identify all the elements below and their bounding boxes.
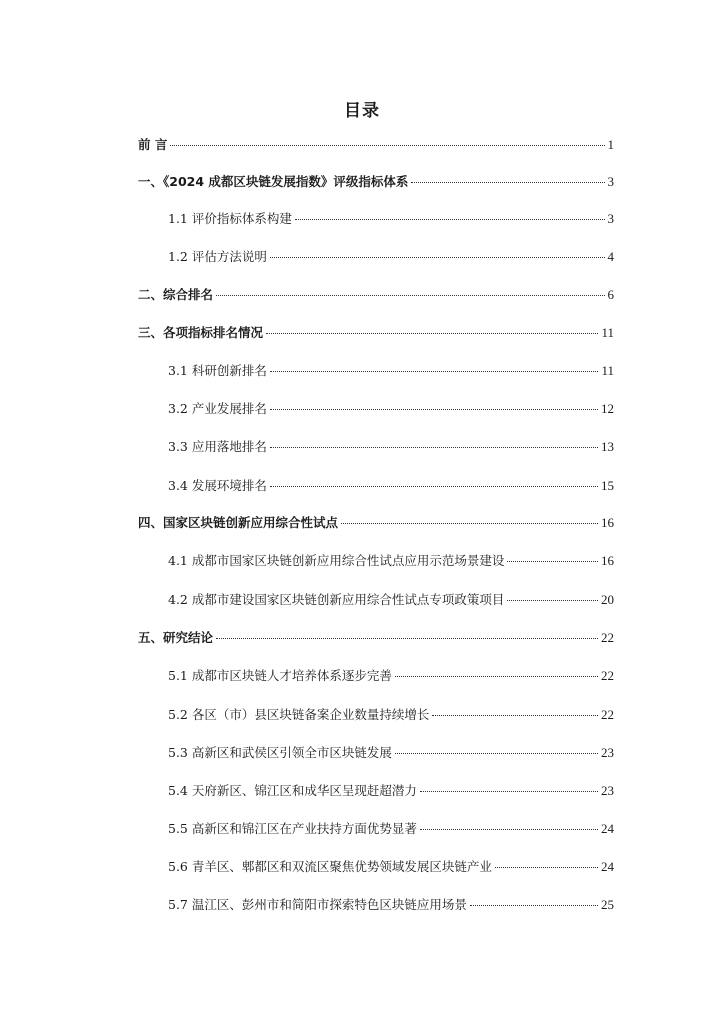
toc-entry-page: 15 — [601, 478, 614, 493]
toc-entry-1-1[interactable] — [168, 209, 614, 229]
toc-entry-page: 20 — [601, 592, 614, 607]
toc-entry-label: 5.2 各区（市）县区块链备案企业数量持续增长 — [168, 707, 430, 722]
dot-leader — [432, 715, 598, 716]
toc-entry-label: 前 言 — [138, 137, 168, 152]
toc-entry-page: 23 — [601, 783, 614, 798]
dot-leader — [395, 753, 598, 754]
dot-leader — [270, 486, 598, 487]
toc-entry-label: 5.1 成都市区块链人才培养体系逐步完善 — [168, 668, 392, 683]
dot-leader — [495, 867, 598, 868]
toc-entry-label: 5.5 高新区和锦江区在产业扶持方面优势显著 — [168, 821, 417, 836]
toc-entry-page: 22 — [601, 707, 614, 722]
toc-entry-label: 4.2 成都市建设国家区块链创新应用综合性试点专项政策项目 — [168, 592, 505, 607]
toc-entry-label: 3.4 发展环境排名 — [168, 478, 267, 493]
toc-entry-label: 二、综合排名 — [138, 287, 214, 302]
toc-entry-5-3[interactable] — [168, 743, 614, 763]
toc-entry-label: 3.1 科研创新排名 — [168, 363, 267, 378]
toc-entry-label: 5.7 温江区、彭州市和简阳市探索特色区块链应用场景 — [168, 897, 467, 912]
dot-leader — [507, 600, 598, 601]
dot-leader — [507, 561, 598, 562]
toc-entry-5-4[interactable] — [168, 781, 614, 801]
toc-entry-page: 23 — [601, 745, 614, 760]
toc-entry-page: 12 — [601, 401, 614, 416]
toc-entry-section-3[interactable] — [138, 323, 614, 343]
toc-entry-label: 1.1 评价指标体系构建 — [168, 211, 292, 226]
dot-leader — [395, 676, 598, 677]
dot-leader — [341, 523, 598, 524]
toc-entry-label: 4.1 成都市国家区块链创新应用综合性试点应用示范场景建设 — [168, 553, 505, 568]
toc-entry-label: 5.4 天府新区、锦江区和成华区呈现赶超潜力 — [168, 783, 417, 798]
toc-entry-3-3[interactable] — [168, 437, 614, 457]
toc-entry-page: 6 — [607, 287, 614, 302]
toc-entry-page: 4 — [607, 249, 614, 264]
toc-entry-section-5[interactable] — [138, 628, 614, 648]
toc-entry-3-1[interactable] — [168, 361, 614, 381]
toc-entry-page: 24 — [601, 859, 614, 874]
toc-entry-4-1[interactable] — [168, 551, 614, 571]
dot-leader — [411, 182, 604, 183]
toc-entry-3-2[interactable] — [168, 399, 614, 419]
toc-entry-page: 22 — [601, 668, 614, 683]
dot-leader — [420, 829, 598, 830]
toc-entry-label: 3.2 产业发展排名 — [168, 401, 267, 416]
toc-entry-label: 5.3 高新区和武侯区引领全市区块链发展 — [168, 745, 392, 760]
dot-leader — [420, 791, 598, 792]
toc-title: 目录 — [344, 101, 380, 121]
dot-leader — [266, 333, 598, 334]
toc-entry-page: 3 — [607, 211, 614, 226]
toc-entry-page: 16 — [601, 553, 614, 568]
toc-entry-label: 四、国家区块链创新应用综合性试点 — [138, 515, 339, 530]
toc-entry-page: 1 — [607, 137, 614, 152]
toc-entry-5-2[interactable] — [168, 705, 614, 725]
toc-entry-page: 11 — [601, 363, 614, 378]
dot-leader — [270, 409, 598, 410]
toc-entry-label: 五、研究结论 — [138, 630, 214, 645]
toc-entry-label: 三、各项指标排名情况 — [138, 325, 264, 340]
toc-entry-page: 24 — [601, 821, 614, 836]
toc-entry-page: 16 — [601, 515, 614, 530]
toc-entry-3-4[interactable] — [168, 476, 614, 496]
toc-entry-5-7[interactable] — [168, 895, 614, 915]
dot-leader — [216, 295, 604, 296]
toc-entry-page: 22 — [601, 630, 614, 645]
toc-entry-section-4[interactable] — [138, 513, 614, 533]
toc-entry-label: 5.6 青羊区、郫都区和双流区聚焦优势领域发展区块链产业 — [168, 859, 492, 874]
toc-entry-5-5[interactable] — [168, 819, 614, 839]
toc-entry-5-6[interactable] — [168, 857, 614, 877]
toc-entry-page: 11 — [601, 325, 614, 340]
toc-entry-4-2[interactable] — [168, 590, 614, 610]
toc-entry-page: 25 — [601, 897, 614, 912]
toc-entry-1-2[interactable] — [168, 247, 614, 267]
toc-entry-section-2[interactable] — [138, 285, 614, 305]
dot-leader — [470, 905, 598, 906]
dot-leader — [170, 145, 604, 146]
toc-entry-5-1[interactable] — [168, 666, 614, 686]
dot-leader — [216, 638, 598, 639]
dot-leader — [295, 219, 605, 220]
toc-entry-preface[interactable] — [138, 135, 614, 155]
toc-entry-page: 13 — [601, 439, 614, 454]
toc-entry-label: 1.2 评估方法说明 — [168, 249, 267, 264]
toc-entry-page: 3 — [607, 174, 614, 189]
dot-leader — [270, 257, 605, 258]
toc-entry-label: 3.3 应用落地排名 — [168, 439, 267, 454]
dot-leader — [270, 371, 599, 372]
toc-entry-section-1[interactable] — [138, 172, 614, 192]
toc-entry-label: 一、《2024 成都区块链发展指数》评级指标体系 — [138, 174, 409, 189]
dot-leader — [270, 447, 598, 448]
